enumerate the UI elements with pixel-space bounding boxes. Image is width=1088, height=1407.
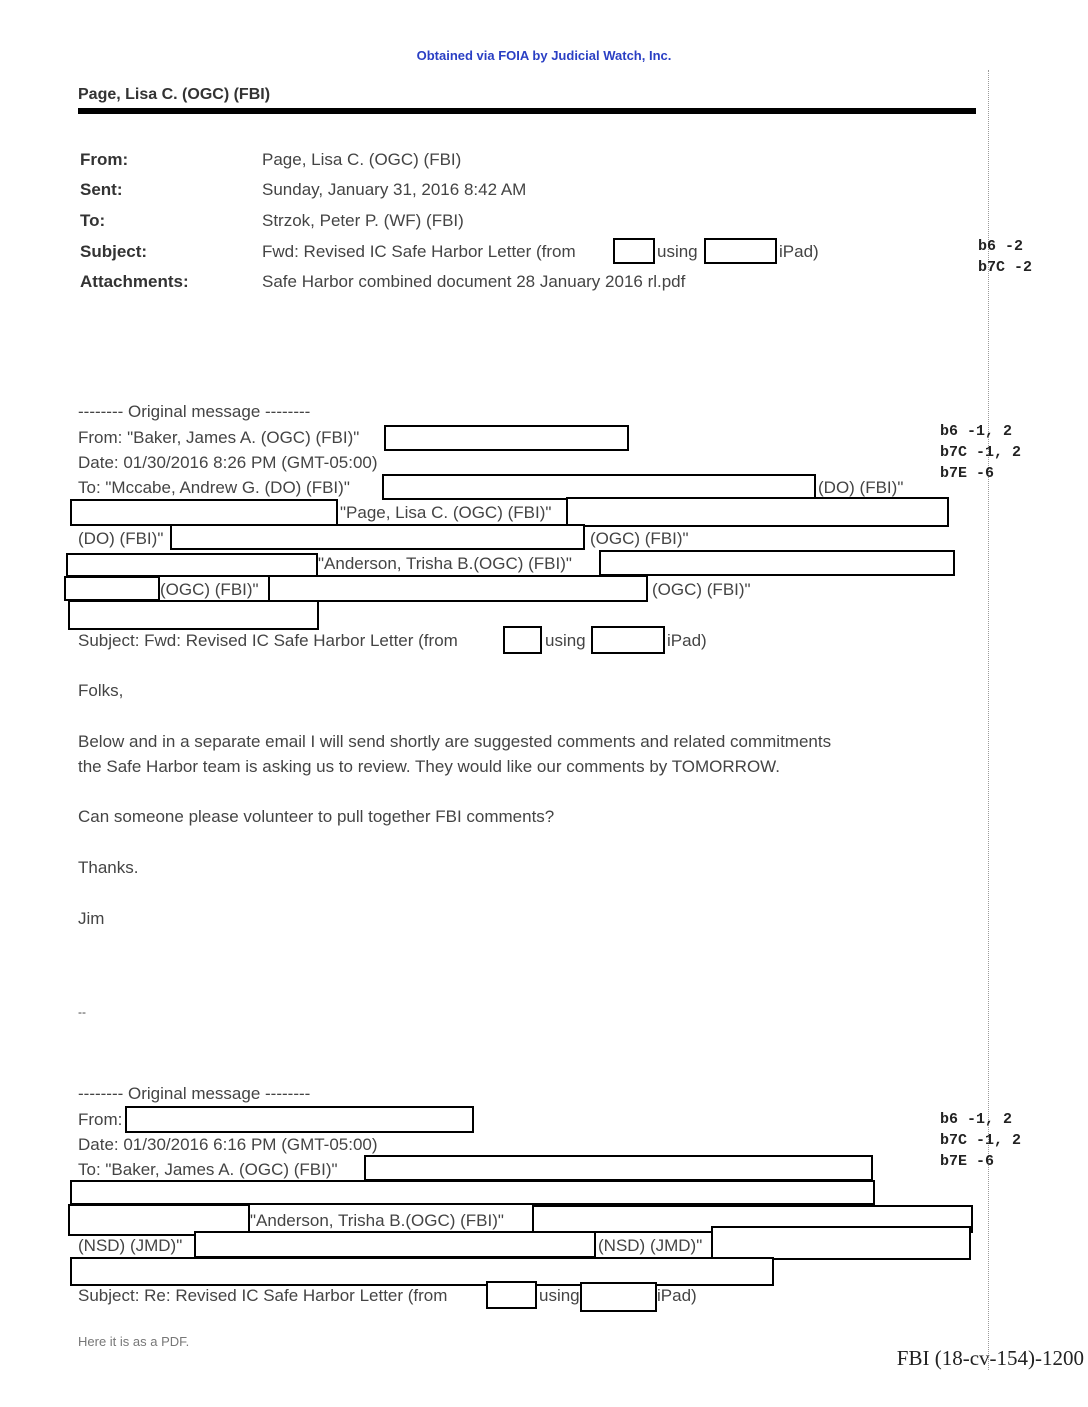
redaction-box [194,1231,596,1258]
from-value: Page, Lisa C. (OGC) (FBI) [262,150,462,169]
exemption-code: b7C -1, 2 [940,444,1022,461]
redaction-box [613,238,655,264]
redaction-box [70,499,338,526]
original-message-divider: -------- Original message -------- [78,402,311,421]
greeting: Folks, [78,681,124,700]
from-label: From: [80,150,129,169]
msg1-subject-post: iPad) [667,631,707,650]
body-paragraph: the Safe Harbor team is asking us to review. They would like our comments by TOMORROW. [78,757,780,776]
exemption-code: b7E -6 [940,1153,995,1170]
signature-separator: -- [78,1005,86,1019]
attachments-value: Safe Harbor combined document 28 January 2016 rl.pdf [262,272,686,291]
msg1-recipient-org: (OGC) (FBI)" [590,529,689,548]
redaction-box [70,1257,774,1286]
redaction-box [580,1282,657,1312]
sent-value: Sunday, January 31, 2016 8:42 AM [262,180,527,199]
msg1-to: To: "Mccabe, Andrew G. (DO) (FBI)" [78,478,350,497]
msg1-recipient: "Page, Lisa C. (OGC) (FBI)" [340,503,552,522]
exemption-code: b7E -6 [940,465,995,482]
msg1-recipient-org: (OGC) (FBI)" [160,580,259,599]
exemption-codes [978,236,1032,278]
truncated-line: Here it is as a PDF. [78,1334,190,1349]
attachments-label: Attachments: [80,272,189,291]
to-value: Strzok, Peter P. (WF) (FBI) [262,211,464,230]
msg2-subject-post: iPad) [657,1286,697,1305]
msg1-from: From: "Baker, James A. (OGC) (FBI)" [78,428,360,447]
redaction-box [70,1180,875,1205]
msg1-recipient: "Anderson, Trisha B.(OGC) (FBI)" [318,554,572,573]
foia-watermark: Obtained via FOIA by Judicial Watch, Inc. [416,48,672,63]
redaction-box [704,238,777,264]
msg2-subject-mid: using [539,1286,580,1305]
redaction-box [384,425,629,451]
redaction-box [591,626,665,654]
redaction-box [503,626,542,654]
msg2-date: Date: 01/30/2016 6:16 PM (GMT-05:00) [78,1135,378,1154]
exemption-code: b6 -1, 2 [940,423,1013,440]
msg2-recipient-org: (NSD) (JMD)" [78,1236,183,1255]
msg1-subject-pre: Subject: Fwd: Revised IC Safe Harbor Letter (from [78,631,458,650]
msg2-recipient-org: (NSD) (JMD)" [598,1236,703,1255]
redaction-box [711,1226,971,1260]
subject-label: Subject: [80,242,148,261]
exemption-code: b7C -1, 2 [940,1132,1022,1149]
msg2-subject-pre: Subject: Re: Revised IC Safe Harbor Letter (from [78,1286,448,1305]
msg2-recipient: "Anderson, Trisha B.(OGC) (FBI)" [250,1211,504,1230]
subject-mid: using [657,242,698,261]
exemption-code: b6 -1, 2 [940,1111,1013,1128]
msg2-from: From: [78,1110,123,1129]
signature: Jim [78,909,105,928]
msg1-subject-mid: using [545,631,586,650]
body-paragraph: Below and in a separate email I will send shortly are suggested comments and related commitments [78,732,832,751]
redaction-box [486,1281,537,1309]
bates-number: FBI (18-cv-154)-1200 [896,1346,1084,1370]
to-label: To: [80,211,106,230]
msg2-to: To: "Baker, James A. (OGC) (FBI)" [78,1160,338,1179]
redaction-box [66,553,318,577]
body-paragraph: Can someone please volunteer to pull together FBI comments? [78,807,555,826]
redaction-box [268,575,648,602]
exemption-codes [940,1109,1021,1172]
redaction-box [566,497,949,527]
msg1-recipient-org: (DO) (FBI)" [818,478,904,497]
subject-post: iPad) [779,242,819,261]
sent-label: Sent: [80,180,123,199]
msg1-date: Date: 01/30/2016 8:26 PM (GMT-05:00) [78,453,378,472]
header-rule [78,108,976,114]
msg1-recipient-org: (OGC) (FBI)" [652,580,751,599]
redaction-box [170,524,585,550]
redaction-box [364,1155,873,1181]
redaction-box [125,1106,474,1133]
mailbox-owner: Page, Lisa C. (OGC) (FBI) [78,86,271,103]
redaction-box [68,600,319,630]
exemption-code: b7C -2 [978,259,1033,276]
original-message-divider: -------- Original message -------- [78,1084,311,1103]
exemption-codes [940,421,1021,484]
subject-pre: Fwd: Revised IC Safe Harbor Letter (from [262,242,576,261]
closing: Thanks. [78,858,139,877]
redaction-box [599,550,955,576]
msg1-recipient-org: (DO) (FBI)" [78,529,164,548]
exemption-code: b6 -2 [978,238,1024,255]
redaction-box [64,576,160,601]
